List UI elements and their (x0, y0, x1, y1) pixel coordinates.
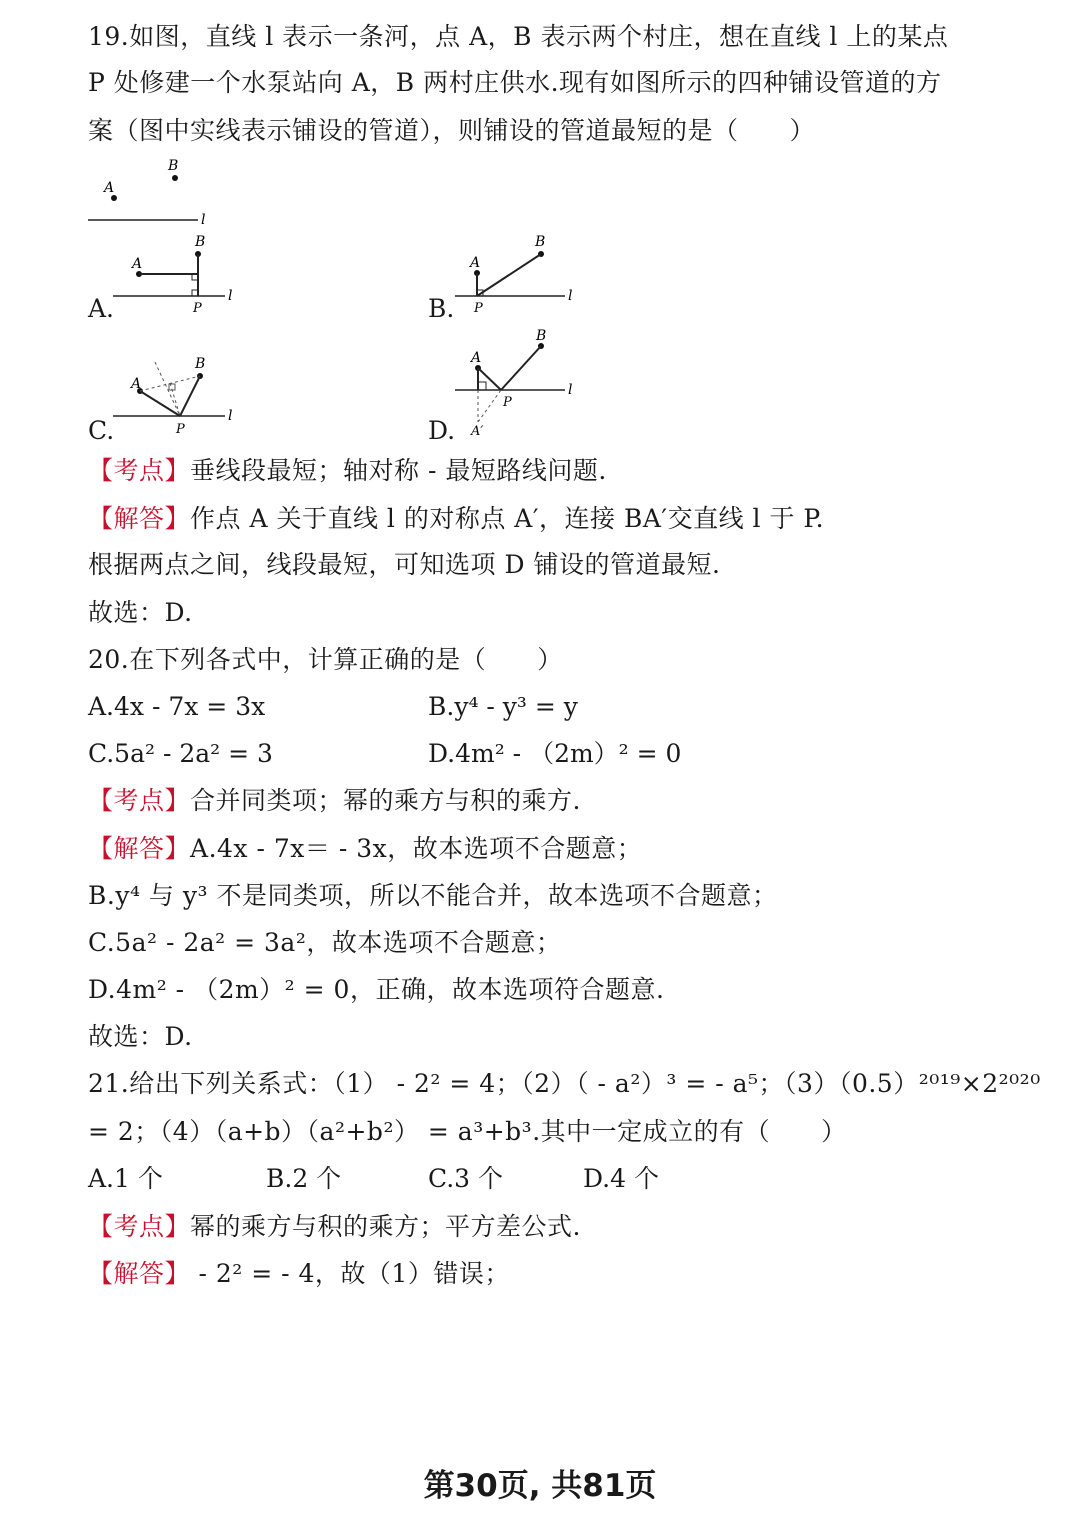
svg-text:l: l (228, 288, 233, 304)
q19-line-2: P 处修建一个水泵站向 A，B 两村庄供水.现有如图所示的四种铺设管道的方 (88, 68, 942, 97)
q20-kaodian: 【考点】合并同类项；幂的乘方与积的乘方. (88, 786, 581, 815)
svg-text:P: P (176, 422, 185, 437)
svg-text:B: B (195, 356, 206, 372)
option-c-label: C. (88, 416, 115, 445)
q20-option-b: B.y⁴ - y³ = y (428, 692, 578, 721)
svg-text:A: A (470, 255, 481, 271)
q21-kaodian: 【考点】幂的乘方与积的乘方；平方差公式. (88, 1212, 581, 1241)
svg-text:B: B (535, 234, 546, 250)
q19-line-3: 案（图中实线表示铺设的管道），则铺设的管道最短的是（ ） (88, 116, 816, 145)
jieda-tag: 【解答】 (88, 504, 191, 533)
q19-jieda: 【解答】作点 A 关于直线 l 的对称点 A′，连接 BA′交直线 l 于 P. (88, 504, 825, 533)
svg-text:A: A (131, 376, 142, 392)
q19-line-1: 19.如图，直线 l 表示一条河，点 A，B 表示两个村庄，想在直线 l 上的某点 (88, 22, 949, 51)
svg-text:A: A (471, 350, 482, 366)
option-c-figure (113, 356, 232, 437)
q20-jieda: 【解答】A.4x - 7x＝ - 3x，故本选项不合题意； (88, 834, 643, 863)
q19-answer: 故选：D. (88, 598, 193, 627)
option-d-label: D. (428, 416, 456, 445)
kaodian-tag: 【考点】 (88, 456, 191, 485)
svg-text:l: l (228, 408, 233, 424)
svg-text:l: l (568, 288, 573, 304)
svg-text:B: B (536, 328, 547, 344)
svg-text:P: P (503, 395, 512, 410)
intro-label-a: A (104, 180, 115, 196)
option-a-label: A. (88, 294, 115, 323)
option-b-figure (455, 234, 572, 316)
svg-text:P: P (193, 301, 202, 316)
q20-solution-d: D.4m² - （2m）² = 0，正确，故本选项符合题意. (88, 975, 665, 1004)
q21-option-d: D.4 个 (583, 1164, 659, 1193)
option-b-label: B. (428, 294, 455, 323)
q20-answer: 故选：D. (88, 1022, 193, 1051)
q21-jieda: 【解答】 - 2² = - 4，故（1）错误； (88, 1259, 510, 1288)
q19-figures (0, 150, 1080, 450)
svg-text:A: A (132, 256, 143, 272)
page-footer: 第30页, 共81页 (423, 1468, 657, 1504)
q21-option-b: B.2 个 (266, 1164, 342, 1193)
q21-option-c: C.3 个 (428, 1164, 504, 1193)
intro-label-l: l (201, 212, 206, 228)
q21-line-1: 21.给出下列关系式：（1） - 2² = 4；（2）（ - a²）³ = - a⁵；（3）（0.5）²⁰¹⁹×2²⁰²⁰ (88, 1069, 1041, 1098)
q20-option-d: D.4m² - （2m）² = 0 (428, 739, 682, 768)
q19-kaodian: 【考点】垂线段最短；轴对称 - 最短路线问题. (88, 456, 607, 485)
option-a-figure (113, 234, 232, 316)
q20-solution-b: B.y⁴ 与 y³ 不是同类项，所以不能合并，故本选项不合题意； (88, 881, 778, 910)
svg-text:P: P (474, 301, 483, 316)
svg-text:B: B (195, 234, 206, 250)
q20-option-c: C.5a² - 2a² = 3 (88, 739, 273, 768)
intro-figure (88, 158, 205, 228)
q21-line-2: = 2；（4）（a+b）（a²+b²） = a³+b³.其中一定成立的有（ ） (88, 1117, 847, 1146)
q20-solution-c: C.5a² - 2a² = 3a²，故本选项不合题意； (88, 928, 562, 957)
q20-option-a: A.4x - 7x = 3x (88, 692, 266, 721)
q20-question: 20.在下列各式中，计算正确的是（ ） (88, 645, 563, 674)
intro-label-b: B (168, 158, 179, 174)
q21-option-a: A.1 个 (88, 1164, 163, 1193)
q19-reason: 根据两点之间，线段最短，可知选项 D 铺设的管道最短. (88, 550, 721, 579)
option-d-figure (455, 328, 572, 439)
svg-text:A′: A′ (471, 424, 484, 439)
svg-text:l: l (568, 382, 573, 398)
